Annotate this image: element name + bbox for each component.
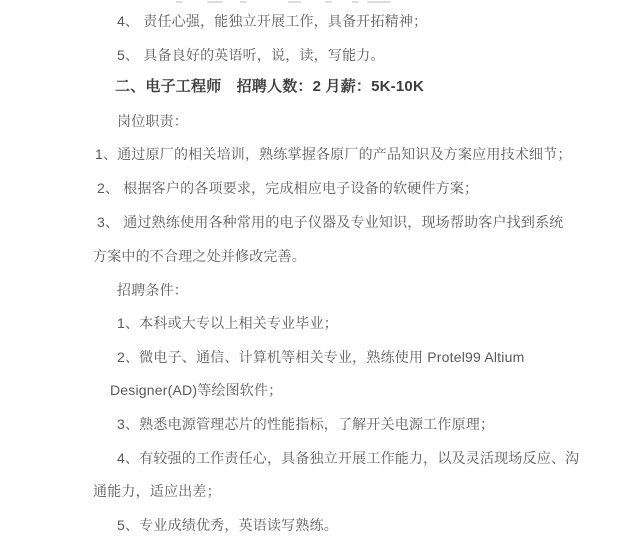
requirement-item-4-line-1: 4、有较强的工作责任心，具备独立开展工作能力，以及灵活现场反应、沟 [117,450,580,466]
duty-item-1: 1、通过原厂的相关培训，熟练掌握各原厂的产品知识及方案应用技术细节； [95,146,572,162]
requirement-item-3: 3、熟悉电源管理芯片的性能指标，了解开关电源工作原理； [117,416,495,432]
requirements-label: 招聘条件： [117,282,188,298]
section-heading: 二、电子工程师 招聘人数：2 月薪：5K-10K [115,78,424,95]
prev-section-item-4: 4、 责任心强，能独立开展工作，具备开拓精神； [117,13,428,29]
clipped-text-fragment [0,0,639,4]
duty-item-3-line-1: 3、 通过熟练使用各种常用的电子仪器及专业知识，现场帮助客户找到系统 [97,214,564,230]
requirement-item-5: 5、专业成绩优秀，英语读写熟练。 [117,517,338,533]
requirement-item-1: 1、本科或大专以上相关专业毕业； [117,315,338,331]
duty-item-2: 2、 根据客户的各项要求，完成相应电子设备的软硬件方案； [97,180,479,196]
requirement-item-2-line-1: 2、微电子、通信、计算机等相关专业，熟练使用 Protel99 Altium [117,349,525,365]
requirement-item-4-line-2: 通能力，适应出差； [93,483,221,499]
requirement-item-2-line-2: Designer(AD)等绘图软件； [110,382,283,398]
prev-section-item-5: 5、 具备良好的英语听，说，读，写能力。 [117,47,385,63]
duties-label: 岗位职责： [117,113,188,129]
duty-item-3-line-2: 方案中的不合理之处并修改完善。 [93,248,306,264]
